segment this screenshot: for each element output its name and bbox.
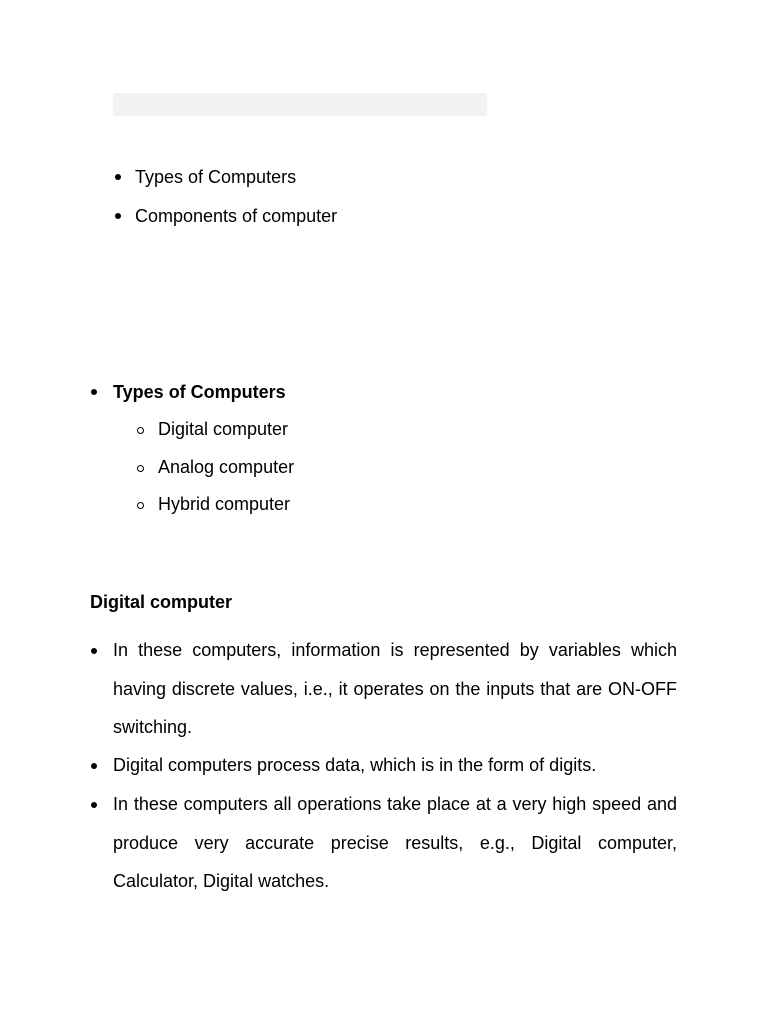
blank-title-bar	[113, 93, 487, 116]
bullet-icon	[91, 802, 97, 808]
subitem-analog: Analog computer	[158, 457, 295, 477]
digital-point-1: In these computers, information is represented by variables which having discrete values, i.e., it operates on the inputs that are ON-OFF switching.	[113, 640, 677, 737]
toc-item-types: Types of Computers	[135, 167, 297, 187]
digital-point-2: Digital computers process data, which is in the form of digits.	[113, 755, 597, 775]
bullet-icon	[115, 174, 121, 180]
types-heading: Types of Computers	[113, 382, 286, 402]
toc-item-components: Components of computer	[135, 206, 338, 226]
digital-point-3: In these computers all operations take place at a very high speed and produce very accurate precise results, e.g., Digital computer, Calculator, Digital watches.	[113, 794, 677, 891]
circle-bullet-icon	[137, 502, 144, 509]
digital-heading: Digital computer	[90, 592, 233, 612]
subitem-digital: Digital computer	[158, 419, 289, 439]
circle-bullet-icon	[137, 427, 144, 434]
bullet-icon	[91, 389, 97, 395]
bullet-icon	[115, 213, 121, 219]
circle-bullet-icon	[137, 465, 144, 472]
bullet-icon	[91, 763, 97, 769]
subitem-hybrid: Hybrid computer	[158, 494, 291, 514]
bullet-icon	[91, 648, 97, 654]
